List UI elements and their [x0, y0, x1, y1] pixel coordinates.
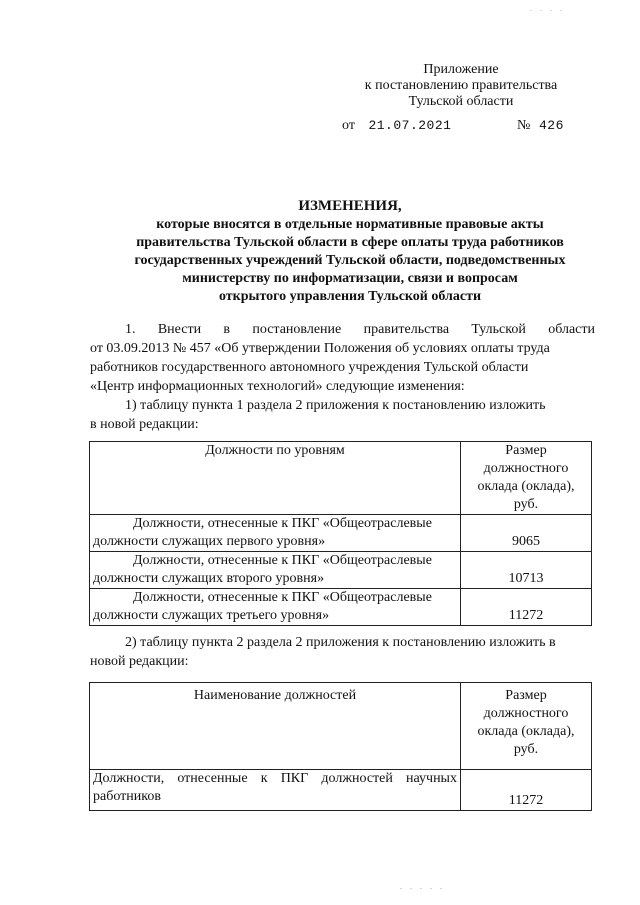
title-line: государственных учреждений Тульской области, подведомственных	[134, 253, 566, 268]
header-positions: Должности по уровням	[90, 442, 461, 515]
word: отнесенные	[177, 771, 248, 786]
header-salary	[461, 442, 592, 515]
word: в	[223, 322, 231, 337]
cell-line: должности служащих первого уровня»	[93, 534, 326, 549]
item-2	[90, 633, 595, 671]
paragraph-1-line: от 03.09.2013 № 457 «Об утверждении Положения об условиях оплаты труда	[90, 341, 550, 356]
word: правительства	[363, 322, 450, 337]
salary-table-2	[89, 682, 592, 811]
header-position-name: Наименование должностей	[90, 683, 461, 770]
table-row	[90, 552, 592, 589]
item-1-line: в новой редакции:	[90, 417, 199, 432]
word: 1.	[125, 322, 136, 337]
position-cell	[90, 515, 461, 552]
word: Внести	[157, 322, 202, 337]
word: Тульской	[471, 322, 526, 337]
salary-table-1	[89, 441, 592, 626]
position-cell	[90, 589, 461, 626]
paragraph-1-line	[90, 320, 595, 339]
title-line: открытого управления Тульской области	[218, 289, 482, 304]
cell-line: работников	[93, 789, 161, 804]
title-line: министерству по информатизации, связи и вопросам	[182, 271, 518, 286]
document-number: 426	[539, 118, 564, 133]
salary-cell: 10713	[461, 552, 592, 589]
cell-line: Должности, отнесенные к ПКГ «Общеотраслевые	[133, 590, 432, 605]
salary-cell: 11272	[461, 770, 592, 811]
word: постановление	[252, 322, 342, 337]
header-line: Размер	[505, 688, 547, 703]
table-row	[90, 770, 592, 811]
appendix-line: к постановлению правительства	[364, 78, 558, 93]
document-title	[60, 197, 640, 306]
header-line: руб.	[513, 497, 539, 512]
title-subtitle	[60, 216, 640, 306]
cell-line: Должности, отнесенные к ПКГ «Общеотраслевые	[133, 553, 432, 568]
salary-cell: 11272	[461, 589, 592, 626]
scan-specks: . . . . .	[400, 882, 445, 891]
item-2-line: новой редакции:	[90, 654, 189, 669]
word: научных	[406, 771, 457, 786]
from-label: от	[342, 118, 355, 133]
paragraph-1	[90, 320, 595, 434]
position-cell	[90, 552, 461, 589]
table-header-row	[90, 442, 592, 515]
title-main: ИЗМЕНЕНИЯ,	[298, 198, 402, 214]
header-salary	[461, 683, 592, 770]
word: ПКГ	[280, 771, 309, 786]
header-line: должностного	[483, 461, 569, 476]
table-row	[90, 589, 592, 626]
word: Должности,	[93, 771, 165, 786]
word: должностей	[321, 771, 393, 786]
document-date: 21.07.2021	[368, 118, 452, 133]
number-label: №	[517, 118, 531, 133]
header-line: Размер	[505, 443, 547, 458]
scan-specks: . . . .	[530, 4, 565, 13]
appendix-line: Приложение	[423, 62, 499, 77]
appendix-line: Тульской области	[408, 94, 514, 109]
salary-cell: 9065	[461, 515, 592, 552]
header-line: оклада (оклада),	[477, 724, 575, 739]
cell-line: должности служащих второго уровня»	[93, 571, 325, 586]
position-cell	[90, 770, 461, 811]
title-line: правительства Тульской области в сфере оплаты труда работников	[136, 235, 564, 250]
appendix-header	[330, 62, 592, 110]
table-row	[90, 515, 592, 552]
title-line: которые вносятся в отдельные нормативные правовые акты	[156, 217, 544, 232]
paragraph-1-line: работников государственного автономного учреждения Тульской области	[90, 360, 529, 375]
cell-line	[93, 770, 457, 788]
word: области	[548, 322, 595, 337]
item-2-line: 2) таблицу пункта 2 раздела 2 приложения к постановлению изложить в	[125, 635, 556, 650]
date-number-line	[342, 118, 564, 134]
item-1-line: 1) таблицу пункта 1 раздела 2 приложения к постановлению изложить	[125, 398, 546, 413]
cell-line: Должности, отнесенные к ПКГ «Общеотраслевые	[133, 516, 432, 531]
word: к	[260, 771, 268, 786]
header-line: должностного	[483, 706, 569, 721]
cell-line: должности служащих третьего уровня»	[93, 608, 330, 623]
header-line: оклада (оклада),	[477, 479, 575, 494]
header-line: руб.	[513, 742, 539, 757]
paragraph-1-line: «Центр информационных технологий» следующие изменения:	[90, 379, 465, 394]
table-header-row	[90, 683, 592, 770]
